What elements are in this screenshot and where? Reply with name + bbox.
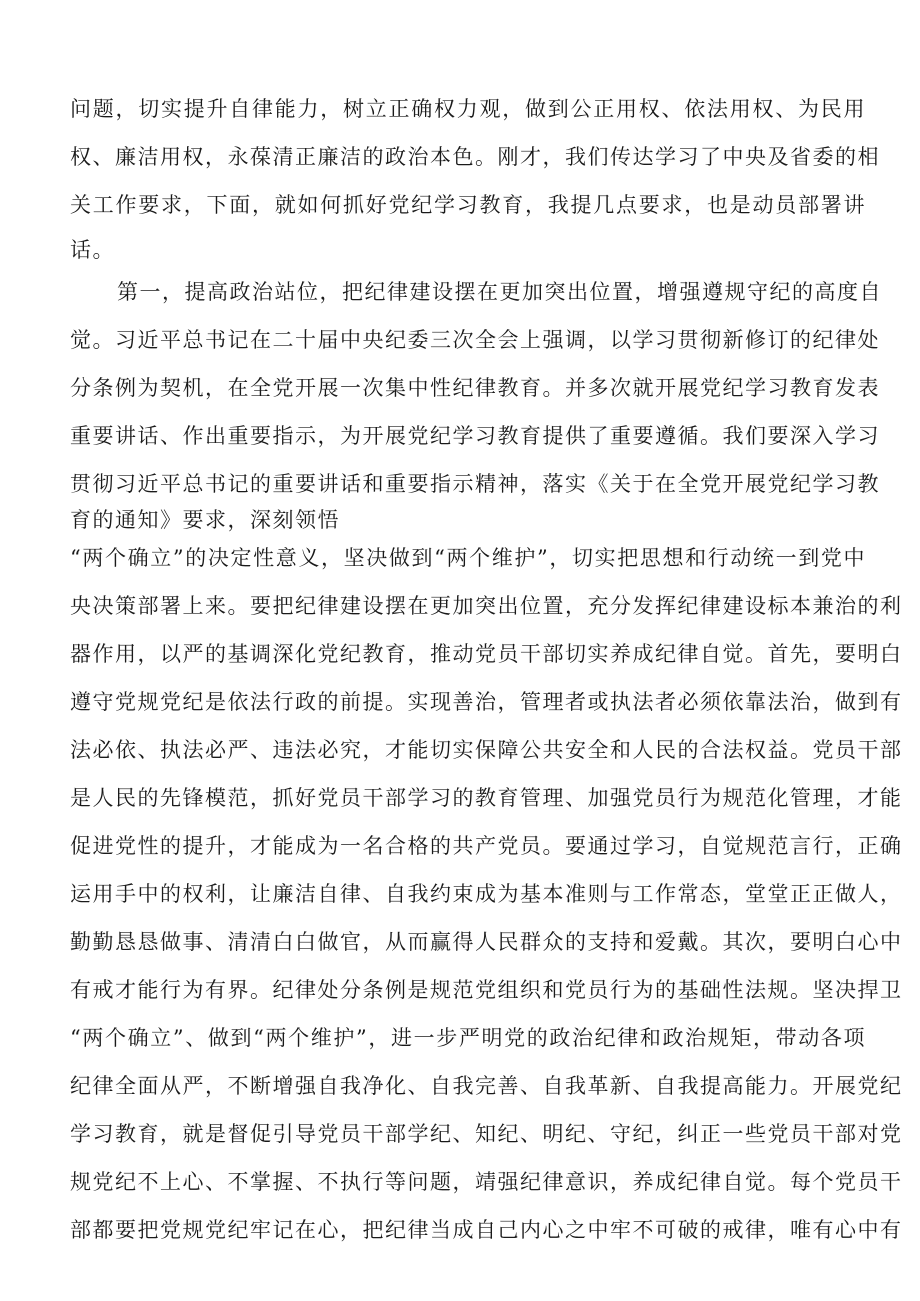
text-line: 觉。习近平总书记在二十届中央纪委三次全会上强调，以学习贯彻新修订的纪律处 bbox=[70, 328, 880, 352]
text-line: 学习教育，就是督促引导党员干部学纪、知纪、明纪、守纪，纠正一些党员干部对党 bbox=[70, 1122, 903, 1146]
text-line: 运用手中的权利，让廉洁自律、自我约束成为基本准则与工作常态，堂堂正正做人， bbox=[70, 882, 903, 906]
text-line: 是人民的先锋模范，抓好党员干部学习的教育管理、加强党员行为规范化管理，才能 bbox=[70, 786, 903, 810]
text-line: 遵守党规党纪是依法行政的前提。实现善治，管理者或执法者必须依靠法治，做到有 bbox=[70, 690, 903, 714]
text-line: 纪律全面从严，不断增强自我净化、自我完善、自我革新、自我提高能力。开展党纪 bbox=[70, 1074, 903, 1098]
text-line: 法必依、执法必严、违法必究，才能切实保障公共安全和人民的合法权益。党员干部 bbox=[70, 738, 903, 762]
text-line: 关工作要求，下面，就如何抓好党纪学习教育，我提几点要求，也是动员部署讲 bbox=[70, 193, 866, 217]
paragraph-first-line: 第一，提高政治站位，把纪律建设摆在更加突出位置，增强遵规守纪的高度自 bbox=[117, 280, 882, 304]
text-line: 贯彻习近平总书记的重要讲话和重要指示精神，落实《关于在全党开展党纪学习教 bbox=[70, 472, 880, 496]
text-line: 规党纪不上心、不掌握、不执行等问题，靖强纪律意识，养成纪律自觉。每个党员干 bbox=[70, 1170, 903, 1194]
text-line: 重要讲话、作出重要指示，为开展党纪学习教育提供了重要遵循。我们要深入学习 bbox=[70, 424, 880, 448]
text-line: 育的通知》要求，深刻领悟 bbox=[70, 508, 340, 532]
text-line: 器作用，以严的基调深化党纪教育，推动党员干部切实养成纪律自觉。首先，要明白 bbox=[70, 642, 903, 666]
text-line: 部都要把党规党纪牢记在心，把纪律当成自己内心之中牢不可破的戒律，唯有心中有 bbox=[70, 1218, 903, 1242]
text-line: 央决策部署上来。要把纪律建设摆在更加突出位置，充分发挥纪律建设标本兼治的利 bbox=[70, 594, 903, 618]
text-line: 分条例为契机，在全党开展一次集中性纪律教育。并多次就开展党纪学习教育发表 bbox=[70, 376, 880, 400]
text-line: 勤勤恳恳做事、清清白白做官，从而赢得人民群众的支持和爱戴。其次，要明白心中 bbox=[70, 930, 903, 954]
text-line: “两个确立”的决定性意义，坚决做到“两个维护”，切实把思想和行动统一到党中 bbox=[70, 546, 866, 570]
text-line: 有戒才能行为有界。纪律处分条例是规范党组织和党员行为的基础性法规。坚决捍卫 bbox=[70, 978, 903, 1002]
text-line: 话。 bbox=[70, 238, 115, 262]
text-line: 促进党性的提升，才能成为一名合格的共产党员。要通过学习，自觉规范言行，正确 bbox=[70, 834, 903, 858]
text-line: “两个确立”、做到“两个维护”，进一步严明党的政治纪律和政治规矩，带动各项 bbox=[70, 1026, 866, 1050]
text-line: 权、廉洁用权，永葆清正廉洁的政治本色。刚才，我们传达学习了中央及省委的相 bbox=[70, 145, 880, 169]
text-line: 问题，切实提升自律能力，树立正确权力观，做到公正用权、依法用权、为民用 bbox=[70, 97, 866, 121]
